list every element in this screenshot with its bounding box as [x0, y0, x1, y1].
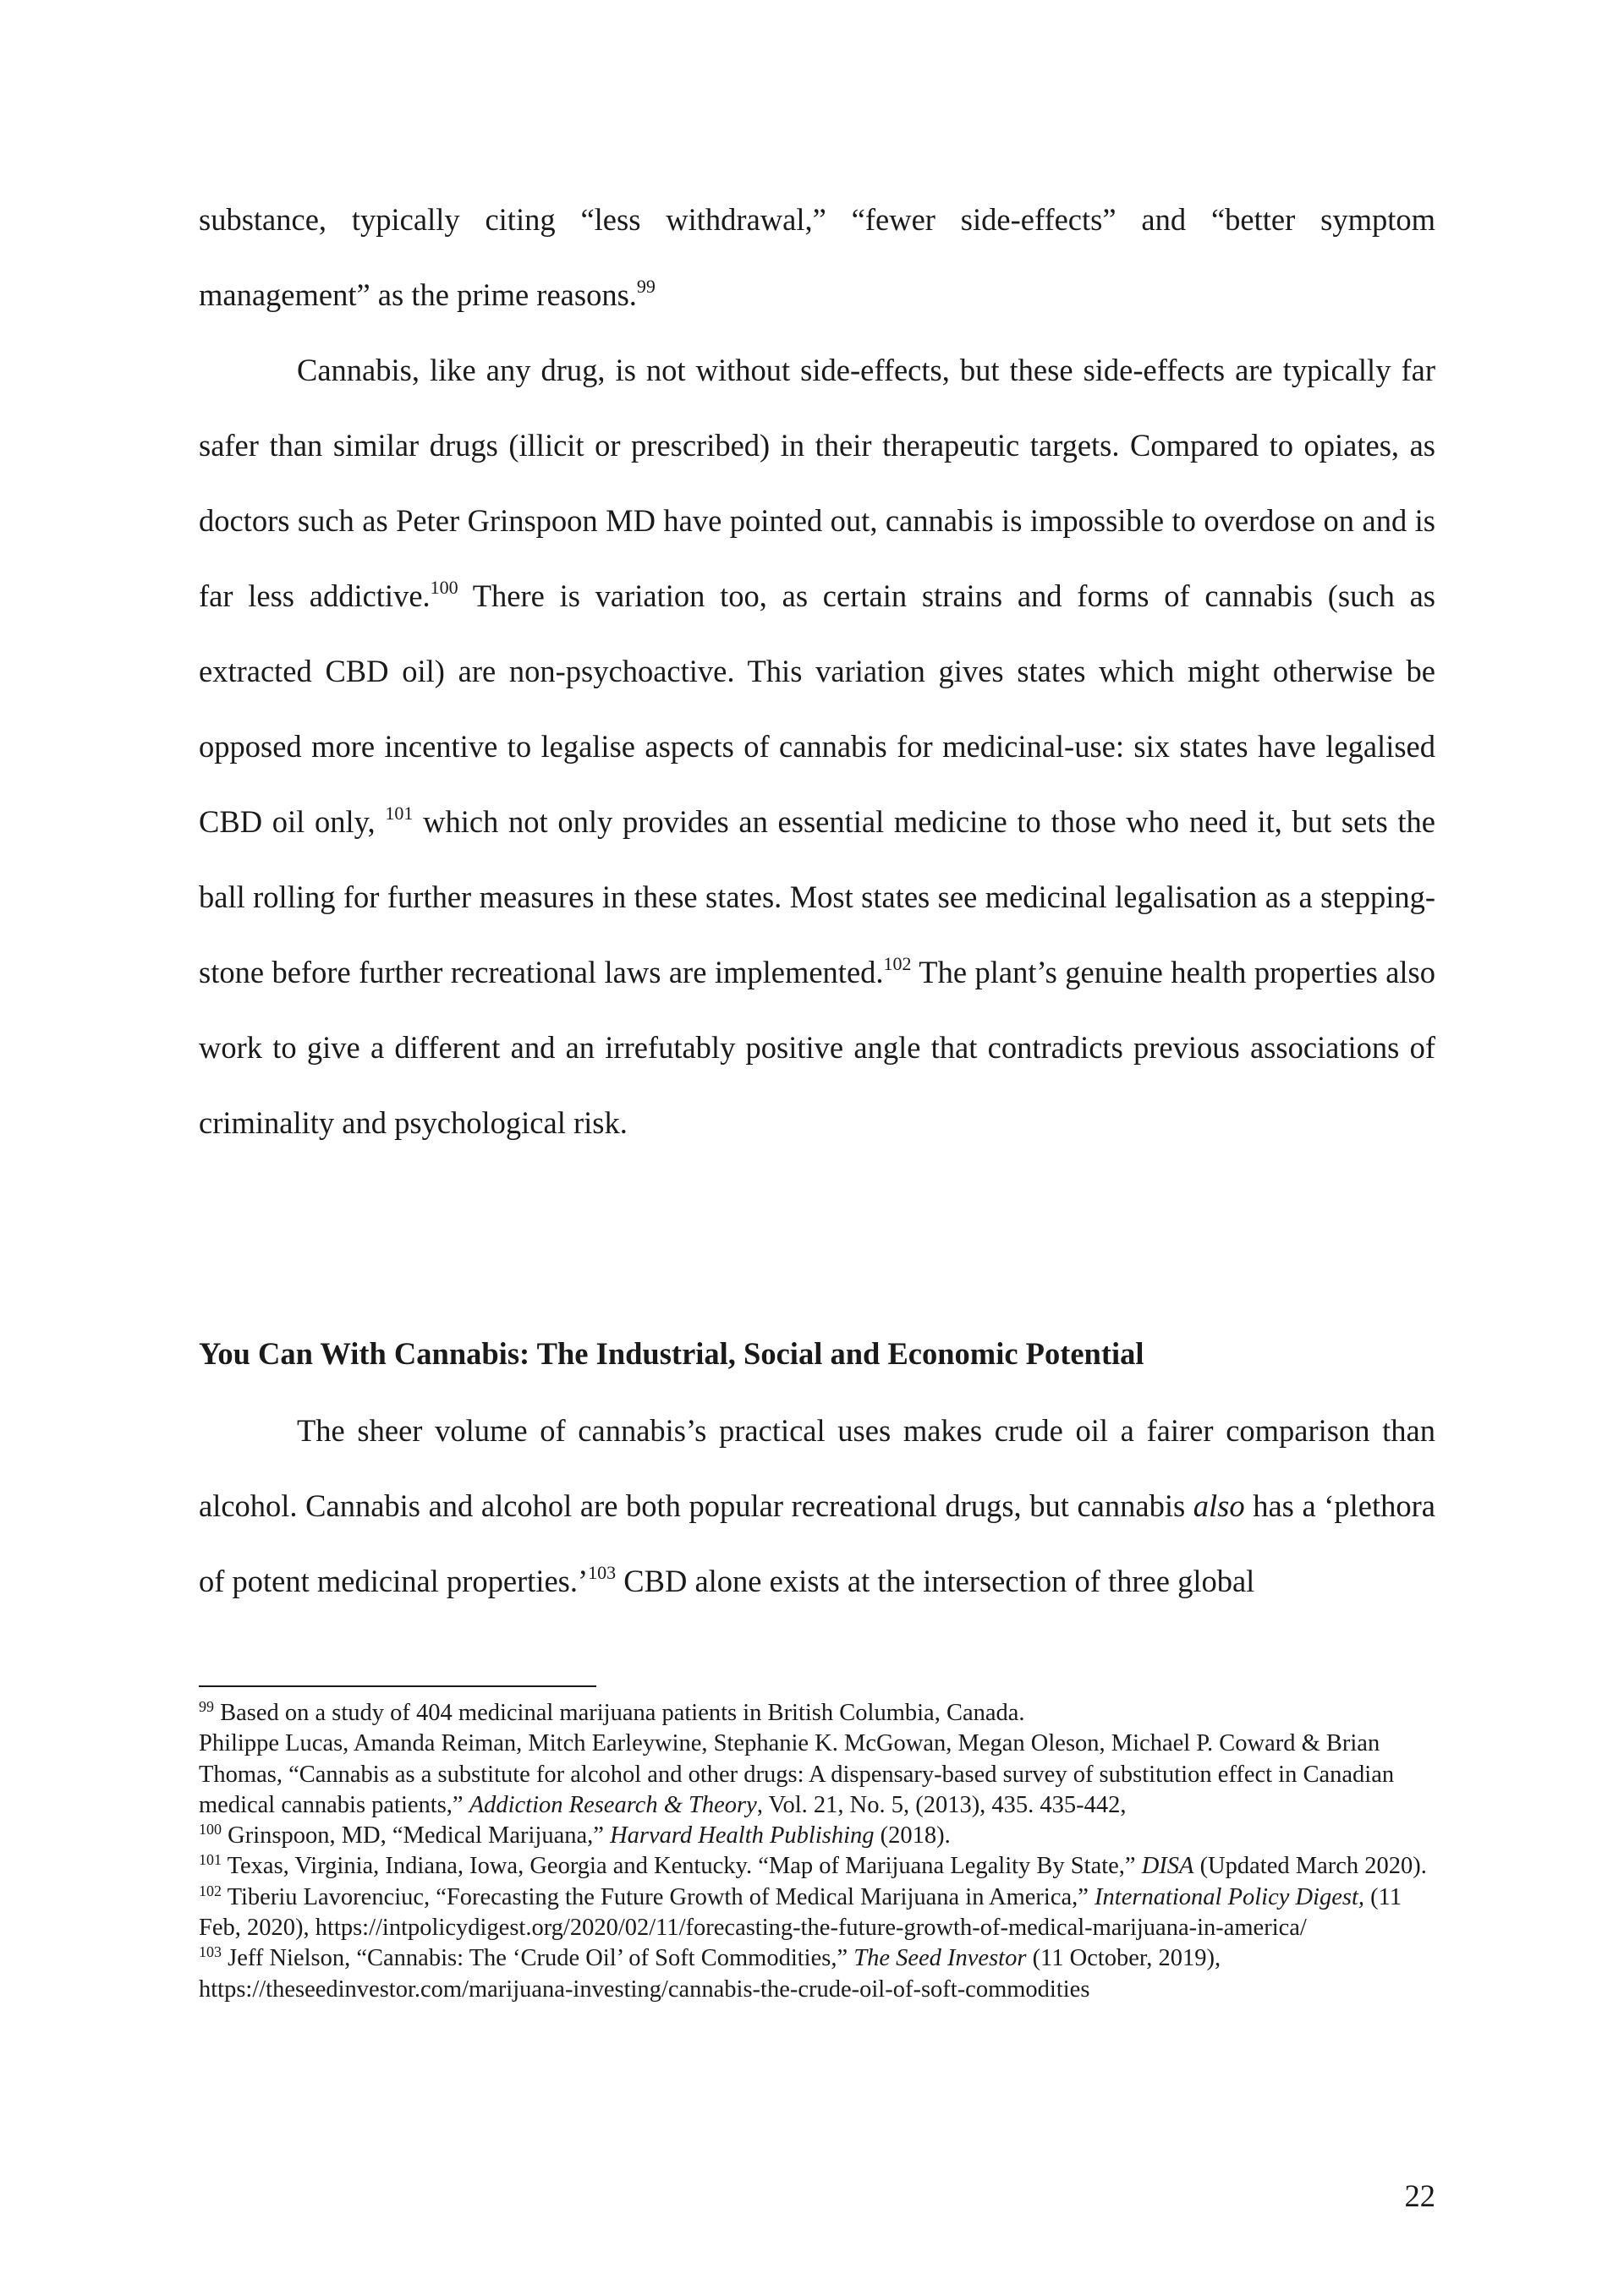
footnote-number: 99 — [199, 1698, 214, 1715]
footnote-url: (11 Feb, 2020), https://intpolicydigest.org/2020/02/11/forecasting-the-future-growth-of-medical-marijuana-in-america/ — [199, 1883, 1402, 1942]
footnote-text: Philippe Lucas, Amanda Reiman, Mitch Earleywine, Stephanie K. McGowan, Megan Oleson, Michael P. Coward & Brian Thomas, “Cannabis as a substitute for alcohol and other drugs: A dispensary-based survey of substitution effect in Canadian medical cannabis patients,” — [199, 1730, 1395, 1818]
footnote-publication: DISA — [1141, 1853, 1194, 1880]
footnote-url: (11 October, 2019), https://theseedinvestor.com/marijuana-investing/cannabis-the-crude-oil-of-soft-commodities — [199, 1945, 1221, 2003]
paragraph-continuation — [199, 182, 1435, 332]
footnote-ref-103[interactable]: 103 — [588, 1562, 617, 1583]
footnote-ref-102[interactable]: 102 — [883, 953, 912, 974]
footnote-text: , Vol. 21, No. 5, (2013), 435. 435-442, — [756, 1791, 1127, 1818]
paragraph-side-effects — [199, 332, 1435, 1160]
footnote-publication: International Policy Digest, — [1095, 1883, 1365, 1910]
paragraph-text: substance, typically citing “less withdrawal,” “fewer side-effects” and “better symptom management” as the prime reasons. — [199, 202, 1435, 312]
footnotes — [199, 1698, 1435, 2005]
page-number: 22 — [1404, 2178, 1435, 2213]
footnote-text: Grinspoon, MD, “Medical Marijuana,” — [222, 1822, 611, 1849]
paragraph-text: The sheer volume of cannabis’s practical uses makes crude oil a fairer comparison than alcohol. Cannabis and alcohol are both popular recreational drugs, but cannabis — [199, 1413, 1435, 1523]
section-heading: You Can With Cannabis: The Industrial, Social and Economic Potential — [199, 1336, 1144, 1371]
footnote-text: (Updated March 2020). — [1193, 1853, 1427, 1880]
footnote-102 — [199, 1882, 1435, 1944]
footnote-text: Based on a study of 404 medicinal marijuana patients in British Columbia, Canada. — [214, 1700, 1025, 1726]
footnote-103 — [199, 1943, 1435, 2005]
footnote-100 — [199, 1821, 1435, 1851]
footnote-ref-101[interactable]: 101 — [385, 803, 414, 824]
footnote-ref-100[interactable]: 100 — [430, 577, 458, 598]
body-text-top — [199, 182, 1435, 1160]
emphasis-text: also — [1193, 1488, 1245, 1523]
footnote-separator — [199, 1685, 596, 1687]
footnote-text: Jeff Nielson, “Cannabis: The ‘Crude Oil’ of Soft Commodities,” — [222, 1945, 854, 1972]
footnote-99 — [199, 1698, 1435, 1729]
paragraph-text: The plant’s genuine health properties also work to give a different and an irrefutably positive angle that contradicts previous associations of criminality and psychological risk. — [199, 955, 1435, 1140]
footnote-publication: The Seed Investor — [853, 1945, 1027, 1972]
footnote-journal: Addiction Research & Theory — [469, 1791, 757, 1818]
paragraph-text: There is variation too, as certain strains and forms of cannabis (such as extracted CBD oil) are non-psychoactive. This variation gives states which might otherwise be opposed more incentive to legalise aspects of cannabis for medicinal-use: six states have legalised CBD oil only, — [199, 578, 1435, 839]
footnote-text: (2018). — [874, 1822, 951, 1849]
body-text-section — [199, 1393, 1435, 1619]
footnote-101 — [199, 1851, 1435, 1882]
footnote-number: 101 — [199, 1851, 222, 1869]
footnote-number: 102 — [199, 1882, 222, 1899]
footnote-99-citation — [199, 1729, 1435, 1821]
footnote-text: Texas, Virginia, Indiana, Iowa, Georgia and Kentucky. “Map of Marijuana Legality By State,” — [222, 1853, 1142, 1880]
paragraph-crude-oil — [199, 1393, 1435, 1619]
paragraph-text: has a ‘plethora of potent medicinal properties.’ — [199, 1488, 1435, 1598]
footnote-text: Tiberiu Lavorenciuc, “Forecasting the Future Growth of Medical Marijuana in America,” — [222, 1883, 1095, 1910]
footnote-publication: Harvard Health Publishing — [610, 1822, 875, 1849]
paragraph-text: which not only provides an essential medicine to those who need it, but sets the ball rolling for further measures in these states. Most states see medicinal legalisation as a stepping-stone before further recreational laws are implemented. — [199, 804, 1435, 989]
paragraph-text: Cannabis, like any drug, is not without side-effects, but these side-effects are typically far safer than similar drugs (illicit or prescribed) in their therapeutic targets. Compared to opiates, as doctors such as Peter Grinspoon MD have pointed out, cannabis is impossible to overdose on and is far less addictive. — [199, 353, 1435, 613]
footnote-number: 100 — [199, 1821, 222, 1838]
footnote-ref-99[interactable]: 99 — [636, 276, 656, 297]
footnote-number: 103 — [199, 1943, 222, 1961]
paragraph-text: CBD alone exists at the intersection of three global — [616, 1564, 1255, 1598]
